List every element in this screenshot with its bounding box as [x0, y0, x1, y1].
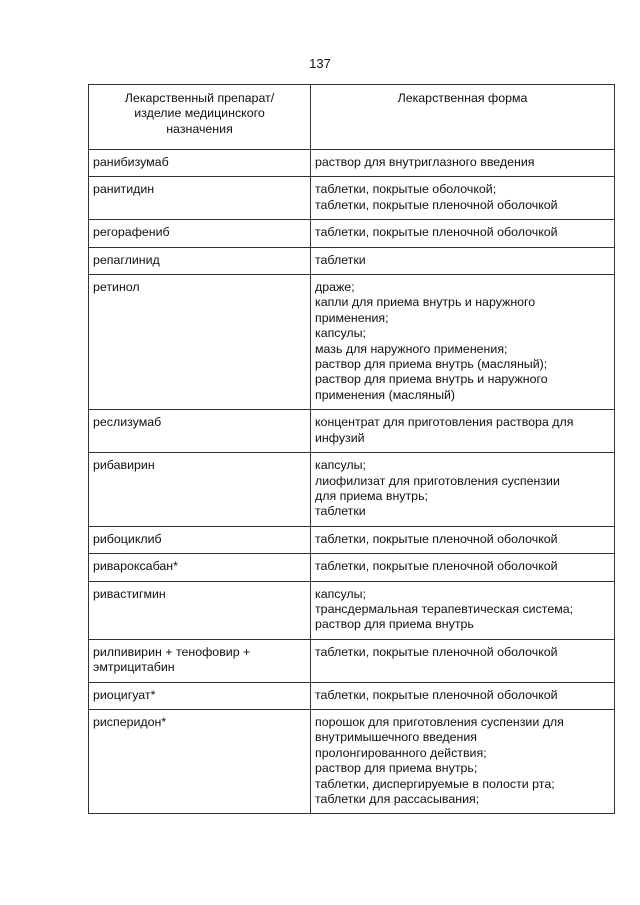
drug-name-cell: [89, 526, 311, 553]
dosage-form-line: таблетки: [315, 252, 366, 267]
drug-name-line: рибавирин: [93, 458, 155, 473]
table-row: [89, 453, 615, 527]
drug-name-line: регорафениб: [93, 225, 170, 240]
table-row: [89, 247, 615, 274]
table-row: [89, 709, 615, 813]
dosage-form-line: применения (масляный): [315, 387, 456, 402]
header-line: назначения: [166, 121, 233, 136]
dosage-form-line: применения;: [315, 310, 389, 325]
drug-name-line: ранибизумаб: [93, 155, 169, 169]
dosage-form-cell: [311, 682, 615, 709]
table-row: [89, 682, 615, 709]
table-row: [89, 639, 615, 682]
table-row: [89, 275, 615, 410]
dosage-form-line: капли для приема внутрь и наружного: [315, 295, 536, 310]
dosage-form-line: пролонгированного действия;: [315, 745, 487, 760]
dosage-form-line: таблетки, покрытые пленочной оболочкой: [315, 687, 558, 702]
dosage-form-line: порошок для приготовления суспензии для: [315, 714, 564, 729]
drug-name-line: ривароксабан*: [93, 559, 178, 574]
table-body: [89, 150, 615, 814]
dosage-form-line: таблетки, диспергируемые в полости рта;: [315, 776, 555, 791]
dosage-form-cell: [311, 639, 615, 682]
dosage-form-line: раствор для внутриглазного введения: [315, 155, 535, 169]
drug-name-line: ранитидин: [93, 182, 155, 197]
drug-name-cell: [89, 639, 311, 682]
header-line: Лекарственный препарат/: [124, 91, 275, 105]
table-row: [89, 150, 615, 177]
dosage-form-line: инфузий: [315, 430, 365, 445]
table-row: [89, 410, 615, 453]
drug-name-line: эмтрицитабин: [93, 660, 175, 675]
dosage-form-cell: [311, 526, 615, 553]
table-header-row: [89, 85, 615, 150]
drug-name-cell: [89, 410, 311, 453]
drug-name-cell: [89, 220, 311, 247]
table-row: [89, 581, 615, 639]
header-dosage-form: [311, 85, 615, 150]
dosage-form-cell: [311, 554, 615, 581]
dosage-form-line: таблетки, покрытые пленочной оболочкой: [315, 531, 558, 546]
dosage-form-line: капсулы;: [315, 326, 366, 341]
dosage-form-cell: [311, 275, 615, 410]
drug-name-cell: [89, 709, 311, 813]
drug-name-cell: [89, 150, 311, 177]
drug-name-line: ретинол: [93, 280, 140, 295]
dosage-form-line: таблетки: [315, 504, 366, 519]
dosage-form-line: таблетки для рассасывания;: [315, 792, 480, 806]
dosage-form-line: таблетки, покрытые пленочной оболочкой: [315, 197, 558, 212]
dosage-form-line: капсулы;: [315, 586, 366, 601]
drug-name-line: репаглинид: [93, 252, 160, 267]
dosage-form-line: капсулы;: [315, 458, 366, 473]
drug-name-line: рисперидон*: [93, 714, 167, 729]
drug-name-cell: [89, 682, 311, 709]
header-drug-name: [89, 85, 311, 150]
drug-name-line: риоцигуат*: [93, 687, 156, 702]
dosage-form-line: раствор для приема внутрь;: [315, 761, 478, 776]
dosage-form-cell: [311, 150, 615, 177]
dosage-form-line: раствор для приема внутрь и наружного: [315, 372, 548, 387]
dosage-form-line: мазь для наружного применения;: [315, 341, 508, 356]
drug-name-cell: [89, 177, 311, 220]
dosage-form-line: драже;: [315, 280, 355, 295]
drug-name-line: ривастигмин: [93, 586, 166, 601]
page-number: 137: [309, 56, 331, 71]
drug-name-cell: [89, 453, 311, 527]
drug-name-cell: [89, 247, 311, 274]
dosage-form-cell: [311, 247, 615, 274]
dosage-form-cell: [311, 410, 615, 453]
dosage-form-line: таблетки, покрытые пленочной оболочкой: [315, 644, 558, 659]
dosage-form-line: лиофилизат для приготовления суспензии: [315, 473, 560, 488]
dosage-form-line: концентрат для приготовления раствора для: [315, 415, 574, 430]
dosage-form-cell: [311, 220, 615, 247]
header-line: изделие медицинского: [134, 106, 265, 121]
table-row: [89, 177, 615, 220]
drug-name-cell: [89, 581, 311, 639]
dosage-form-line: раствор для приема внутрь (масляный);: [315, 357, 548, 372]
header-line: Лекарственная форма: [397, 91, 528, 105]
table-row: [89, 220, 615, 247]
table-row: [89, 526, 615, 553]
dosage-form-line: таблетки, покрытые пленочной оболочкой: [315, 559, 558, 574]
dosage-form-line: внутримышечного введения: [315, 730, 477, 745]
drug-name-line: рилпивирин + тенофовир +: [93, 644, 251, 659]
drug-name-line: реслизумаб: [93, 415, 162, 430]
dosage-form-line: трансдермальная терапевтическая система;: [315, 601, 574, 616]
dosage-form-line: раствор для приема внутрь: [315, 617, 474, 632]
table-row: [89, 554, 615, 581]
drug-table: [88, 84, 615, 814]
drug-name-cell: [89, 275, 311, 410]
dosage-form-line: таблетки, покрытые оболочкой;: [315, 182, 497, 197]
dosage-form-cell: [311, 453, 615, 527]
drug-name-cell: [89, 554, 311, 581]
dosage-form-cell: [311, 177, 615, 220]
dosage-form-line: для приема внутрь;: [315, 488, 428, 503]
drug-name-line: рибоциклиб: [93, 531, 162, 546]
dosage-form-cell: [311, 581, 615, 639]
dosage-form-line: таблетки, покрытые пленочной оболочкой: [315, 225, 558, 240]
dosage-form-cell: [311, 709, 615, 813]
